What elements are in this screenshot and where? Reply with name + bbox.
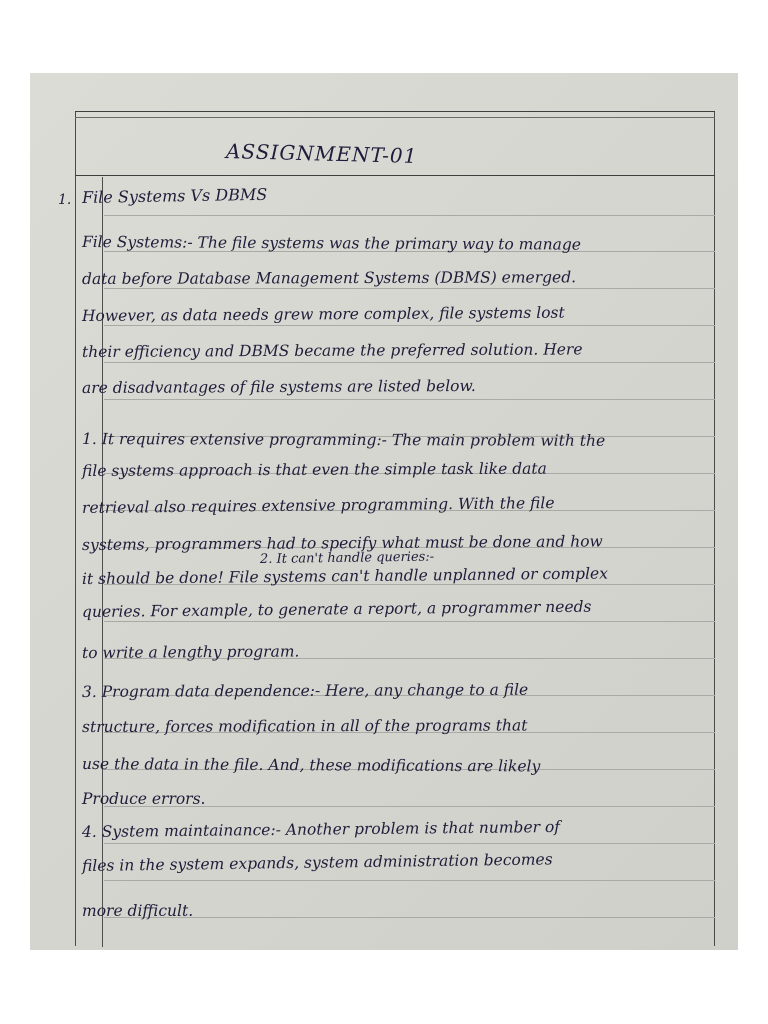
text-line: it should be done! File systems can't handle unplanned or complex: [81, 564, 609, 588]
notebook-page: [30, 73, 738, 950]
ruled-line: [104, 880, 715, 881]
text-line: 1. It requires extensive programming:- The main problem with the: [81, 430, 606, 450]
text-line: retrieval also requires extensive programming. With the file: [81, 494, 555, 517]
text-line: 4. System maintainance:- Another problem is that number of: [81, 817, 561, 841]
text-line: However, as data needs grew more complex, file systems lost: [81, 303, 565, 325]
title-separator-line: [75, 175, 715, 176]
text-line: data before Database Management Systems (DBMS) emerged.: [81, 268, 577, 288]
text-line: file systems approach is that even the simple task like data: [81, 459, 547, 480]
text-line: their efficiency and DBMS became the preferred solution. Here: [81, 340, 583, 361]
ruled-line: [104, 917, 715, 918]
ruled-line: [104, 288, 715, 289]
text-line: File Systems:- The file systems was the primary way to manage: [81, 233, 582, 254]
inserted-note: 2. It can't handle queries:-: [259, 549, 435, 567]
text-line: 3. Program data dependence:- Here, any change to a file: [81, 680, 529, 701]
ruled-line: [104, 215, 715, 216]
question-heading: File Systems Vs DBMS: [81, 184, 268, 207]
text-line: Produce errors.: [82, 790, 206, 808]
text-line: files in the system expands, system administration becomes: [81, 850, 553, 875]
text-line: more difficult.: [82, 902, 194, 920]
top-border-line: [75, 111, 715, 112]
text-line: to write a lengthy program.: [81, 642, 300, 662]
page-title: ASSIGNMENT-01: [225, 139, 418, 169]
ruled-line: [104, 843, 715, 844]
question-number: 1.: [58, 192, 72, 208]
ruled-line: [104, 362, 715, 363]
ruled-line: [104, 621, 715, 622]
top-border-double-line: [75, 117, 715, 118]
text-line: use the data in the file. And, these modifications are likely: [81, 755, 541, 776]
text-line: structure, forces modification in all of the programs that: [81, 716, 528, 736]
text-line: systems, programmers had to specify what must be done and how: [81, 532, 603, 554]
text-line: are disadvantages of file systems are listed below.: [81, 376, 476, 397]
ruled-line: [104, 325, 715, 326]
ruled-line: [104, 399, 715, 400]
text-line: queries. For example, to generate a report, a programmer needs: [81, 597, 592, 621]
